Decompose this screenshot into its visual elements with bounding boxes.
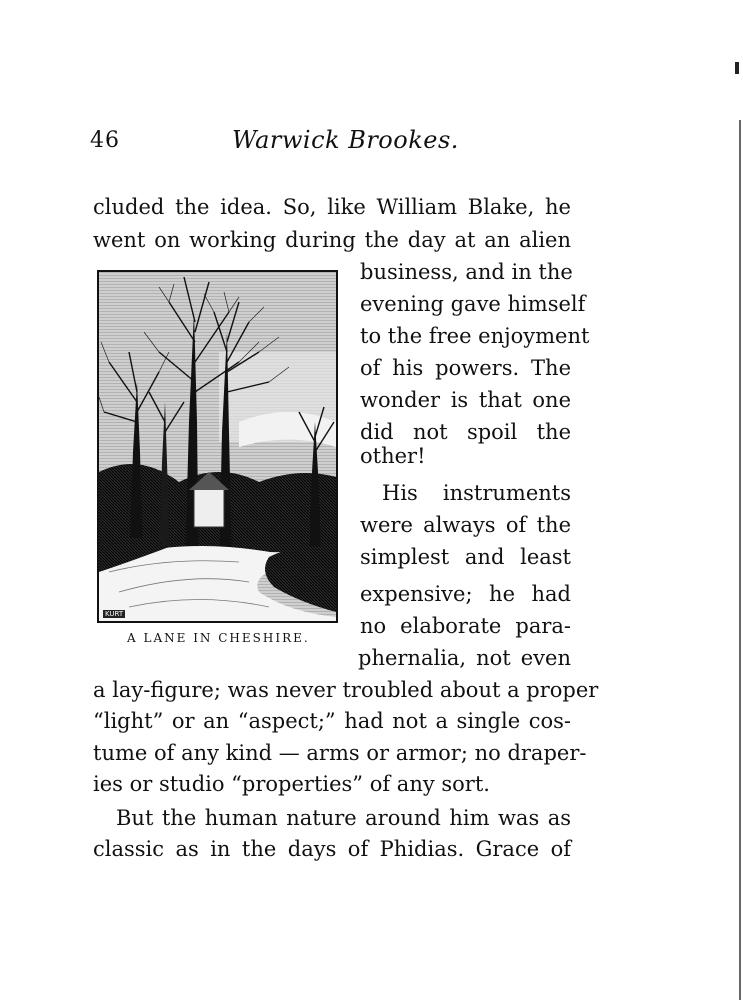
text-line: classic as in the days of Phidias. Grace of <box>93 837 571 861</box>
figure-caption: A LANE IN CHESHIRE. <box>127 631 310 645</box>
text-line: expensive; he had <box>360 582 571 606</box>
text-line: His instruments <box>382 481 571 505</box>
text-line: simplest and least <box>360 545 571 569</box>
text-line: evening gave himself <box>360 292 586 316</box>
text-line: went on working during the day at an alien <box>93 228 571 252</box>
text-line: phernalia, not even <box>358 646 571 670</box>
text-line: But the human nature around him was as <box>116 806 571 830</box>
lane-engraving <box>99 272 336 621</box>
text-line: “light” or an “aspect;” had not a single cos- <box>93 709 571 733</box>
running-head: Warwick Brookes. <box>232 126 459 154</box>
text-line: cluded the idea. So, like William Blake, he <box>93 195 571 219</box>
text-line: tume of any kind — arms or armor; no draper- <box>93 741 587 765</box>
text-line: wonder is that one <box>360 388 571 412</box>
text-line: no elaborate para- <box>360 614 571 638</box>
text-line: a lay-figure; was never troubled about a proper <box>93 678 599 702</box>
engraver-signature: KURT <box>105 610 124 618</box>
text-line: business, and in the <box>360 260 573 284</box>
text-line: did not spoil the <box>360 420 571 444</box>
engraving-illustration <box>97 270 338 623</box>
text-line: other! <box>360 444 426 468</box>
text-line: to the free enjoyment <box>360 324 590 348</box>
page-edge <box>739 120 741 1000</box>
page-number: 46 <box>90 128 120 153</box>
text-line: ies or studio “properties” of any sort. <box>93 772 490 796</box>
text-line: of his powers. The <box>360 356 571 380</box>
text-line: were always of the <box>360 513 571 537</box>
page-edge-mark <box>735 62 739 74</box>
